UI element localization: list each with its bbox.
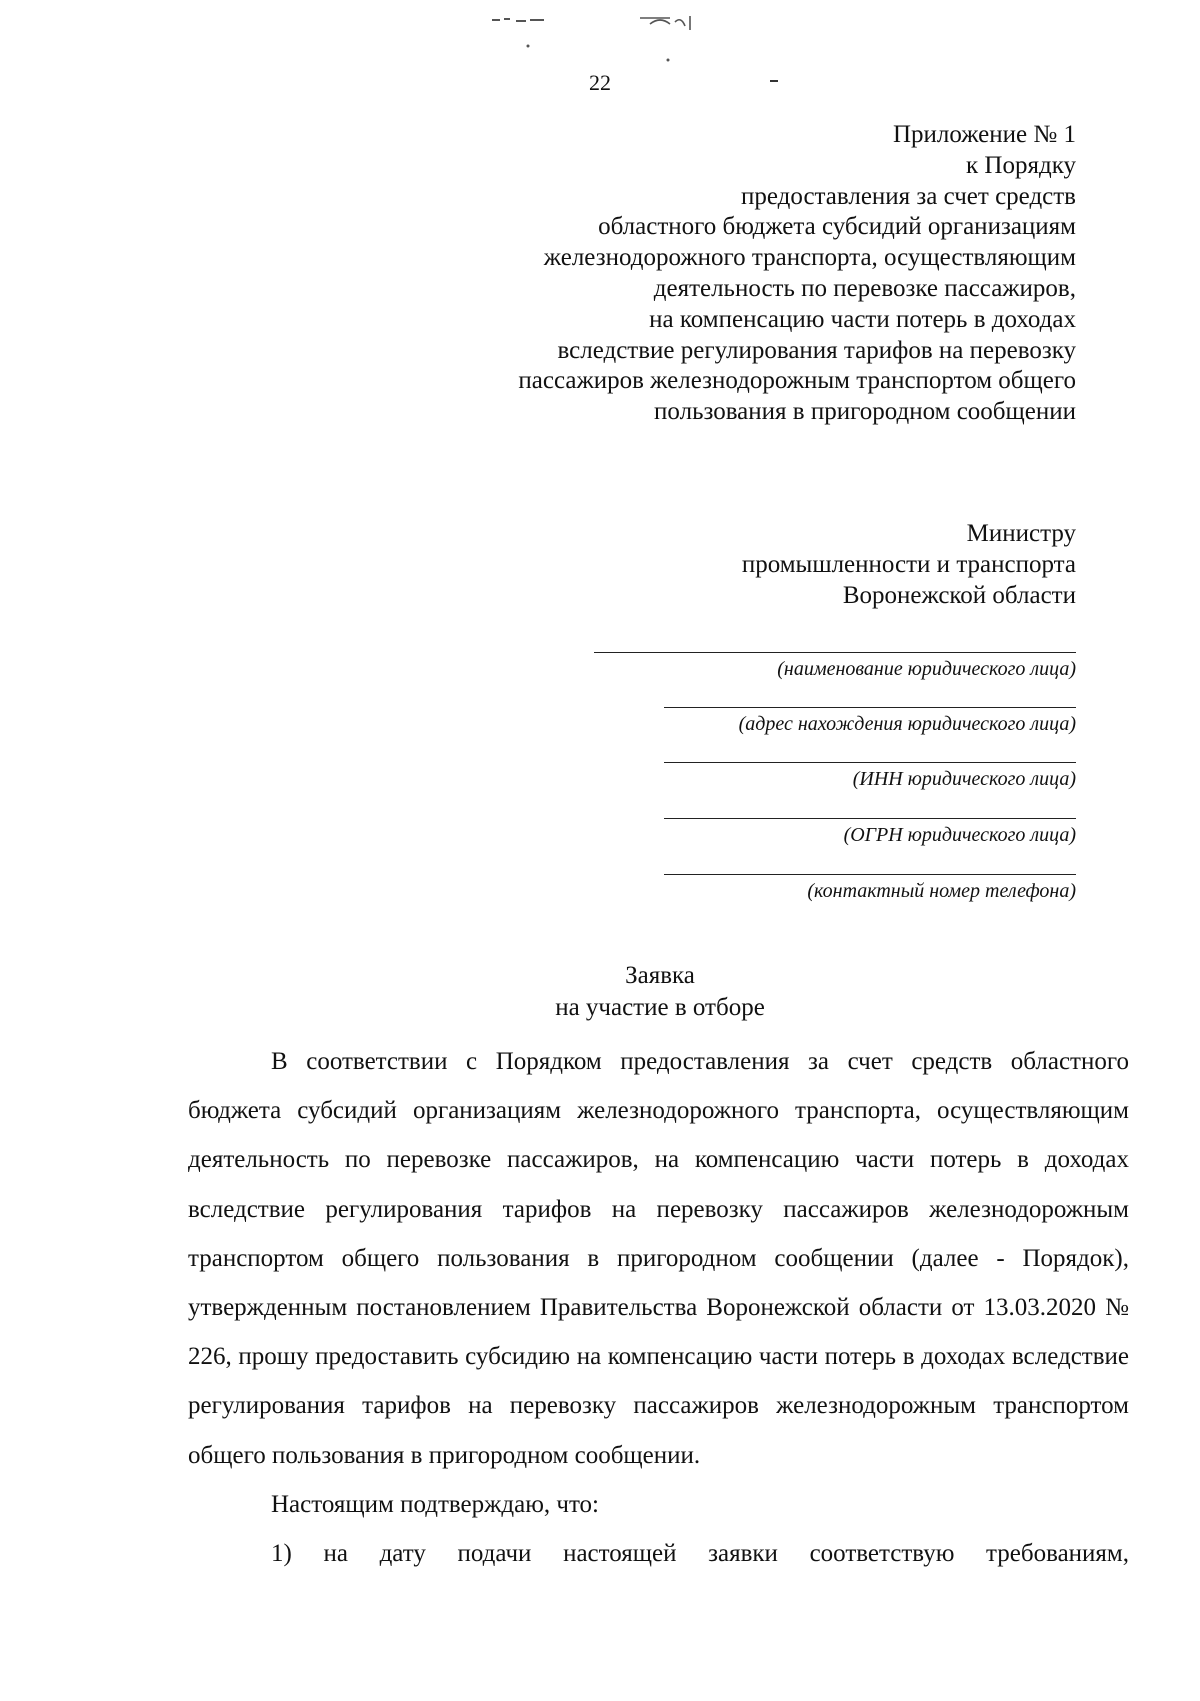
legal-entity-name-field bbox=[594, 652, 1076, 681]
page-number: 22 bbox=[589, 70, 611, 95]
inn-field bbox=[664, 762, 1076, 791]
fill-in-line bbox=[664, 762, 1076, 763]
annex-line: предоставления за счет средств bbox=[740, 182, 1076, 210]
annex-line: деятельность по перевозке пассажиров, bbox=[653, 274, 1076, 302]
ogrn-field bbox=[664, 818, 1076, 847]
annex-line: Приложение № 1 bbox=[892, 121, 1076, 148]
addressee-line: Министру bbox=[966, 520, 1076, 547]
document-body bbox=[188, 1037, 1129, 1578]
title-line-2: на участие в отборе bbox=[555, 994, 765, 1021]
annex-line: пользования в пригородном сообщении bbox=[654, 398, 1076, 426]
field-caption: (наименование юридического лица) bbox=[777, 658, 1076, 680]
annex-line: на компенсацию части потерь в доходах bbox=[649, 305, 1076, 333]
annex-header bbox=[518, 120, 1076, 428]
document-title bbox=[0, 960, 1200, 1024]
page-number-dash bbox=[770, 80, 778, 82]
annex-line: железнодорожного транспорта, осуществляющим bbox=[543, 244, 1076, 272]
field-caption: (ИНН юридического лица) bbox=[852, 768, 1076, 790]
field-caption: (адрес нахождения юридического лица) bbox=[738, 713, 1076, 735]
addressee-line: промышленности и транспорта bbox=[741, 551, 1076, 578]
fill-in-line bbox=[664, 818, 1076, 819]
body-paragraph: 1) на дату подачи настоящей заявки соответствую требованиям, bbox=[271, 1540, 1129, 1568]
addressee-block bbox=[742, 518, 1076, 611]
body-paragraph: Настоящим подтверждаю, что: bbox=[271, 1490, 600, 1518]
addressee-line: Воронежской области bbox=[842, 582, 1076, 609]
annex-line: областного бюджета субсидий организациям bbox=[598, 213, 1076, 241]
legal-entity-address-field bbox=[664, 707, 1076, 736]
annex-line: вследствие регулирования тарифов на перевозку bbox=[557, 336, 1076, 364]
title-line-1: Заявка bbox=[625, 962, 695, 989]
annex-line: пассажиров железнодорожным транспортом общего bbox=[518, 367, 1076, 395]
fill-in-line bbox=[664, 707, 1076, 708]
annex-line: к Порядку bbox=[966, 151, 1076, 179]
fill-in-line bbox=[664, 874, 1076, 875]
fill-in-line bbox=[594, 652, 1076, 653]
field-caption: (контактный номер телефона) bbox=[807, 880, 1076, 902]
phone-field bbox=[664, 874, 1076, 903]
body-paragraph: В соответствии с Порядком предоставления за счет средств областного бюджета субсидий организациям железнодорожного транспорта, осуществляющим деятельность по перевозке пассажиров, на компенсацию части потерь в доходах вследствие регулирования тарифов на перевозку пассажиров железнодорожным транспортом общего пользования в пригородном сообщении (далее - Порядок), утвержденным постановлением Правительства Воронежской области от 13.03.2020 № 226, прошу предоставить субсидию на компенсацию части потерь в доходах вследствие регулирования тарифов на перевозку пассажиров железнодорожным транспортом общего пользования в пригородном сообщении. bbox=[188, 1048, 1129, 1469]
scan-artifact-marks bbox=[490, 12, 710, 68]
field-caption: (ОГРН юридического лица) bbox=[843, 824, 1076, 846]
